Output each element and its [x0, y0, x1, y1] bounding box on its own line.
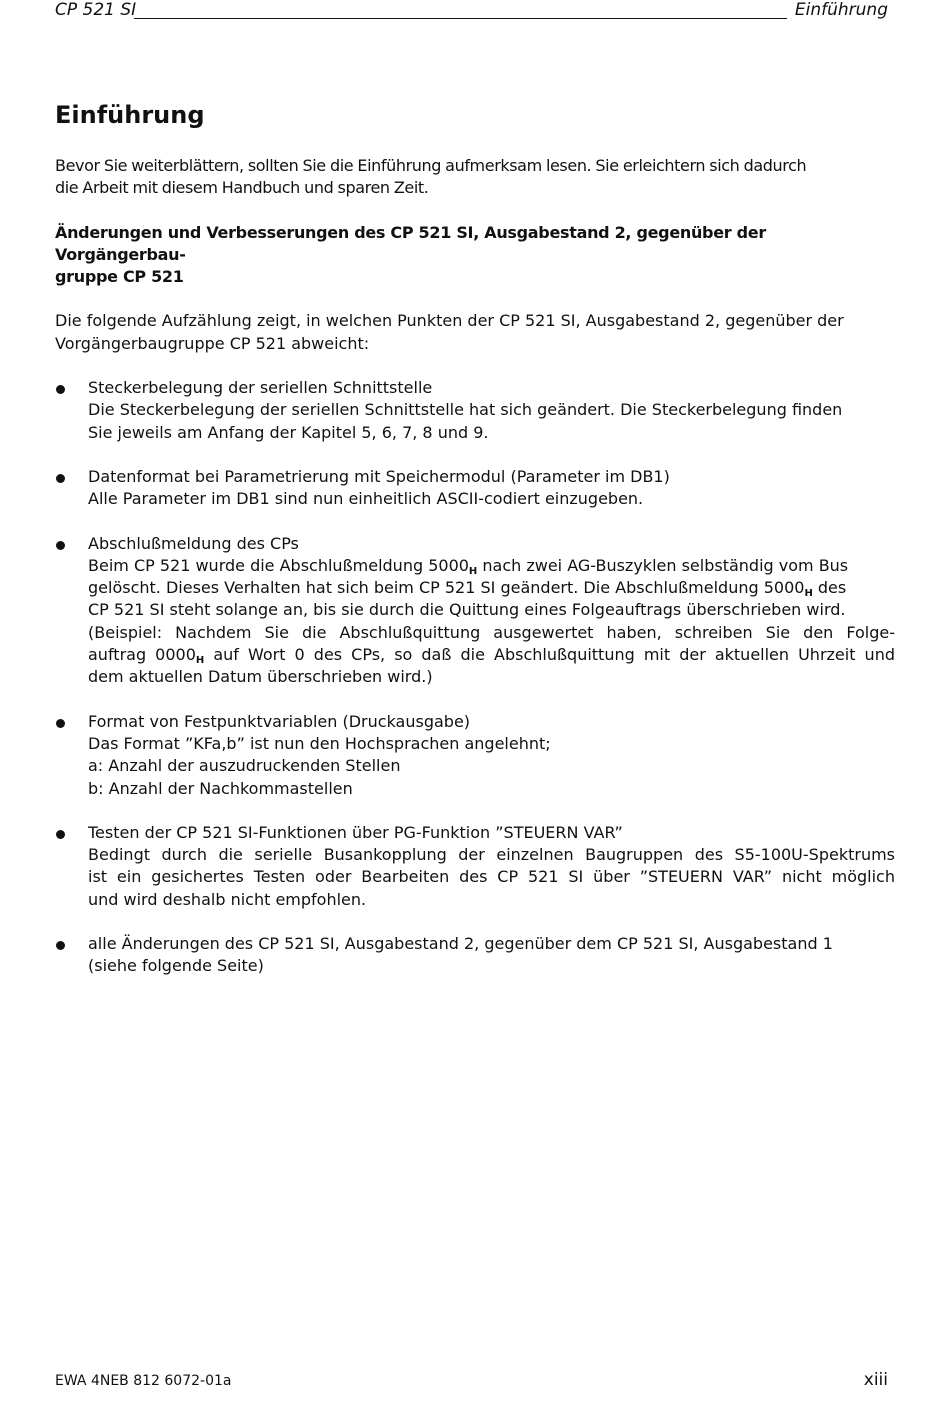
list-item-title: Steckerbelegung der seriellen Schnittstelle	[88, 378, 433, 398]
list-item	[55, 822, 895, 911]
text-run: des	[812, 578, 847, 598]
list-item	[55, 377, 895, 444]
subheading-line: gruppe CP 521	[55, 267, 184, 287]
list-item-text: b: Anzahl der Nachkommastellen	[88, 778, 353, 798]
list-item-title: alle Änderungen des CP 521 SI, Ausgabestand 2, gegenüber dem CP 521 SI, Ausgabestand 1	[88, 934, 833, 954]
text-run: auf Wort 0 des CPs, so daß die Abschlußquittung mit der aktuellen Uhrzeit und	[204, 645, 895, 665]
list-item-title: Abschlußmeldung des CPs	[88, 533, 299, 553]
page-header	[55, 0, 888, 22]
hex-subscript: H	[804, 588, 813, 600]
bullet-icon	[56, 830, 65, 839]
text-run: auftrag 0000	[88, 645, 196, 665]
bullet-icon	[56, 719, 65, 728]
intro-line: die Arbeit mit diesem Handbuch und sparen Zeit.	[55, 178, 429, 198]
list-item-text: Sie jeweils am Anfang der Kapitel 5, 6, 7, 8 und 9.	[88, 422, 489, 442]
list-item-title: Format von Festpunktvariablen (Druckausgabe)	[88, 711, 471, 731]
header-product-name: CP 521 SI	[55, 0, 137, 20]
list-item-text: Alle Parameter im DB1 sind nun einheitlich ASCII-codiert einzugeben.	[88, 489, 644, 509]
text-run: gelöscht. Dieses Verhalten hat sich beim CP 521 SI geändert. Die Abschlußmeldung 5000	[88, 578, 805, 598]
page-body	[55, 155, 895, 1000]
list-item-text	[88, 577, 895, 599]
list-item-text: dem aktuellen Datum überschrieben wird.)	[88, 667, 433, 687]
header-chapter-name: Einführung	[794, 0, 888, 20]
list-item-text: (siehe folgende Seite)	[88, 956, 264, 976]
list-item-text: und wird deshalb nicht empfohlen.	[88, 889, 367, 909]
lead-line: Die folgende Aufzählung zeigt, in welchen Punkten der CP 521 SI, Ausgabestand 2, gegenüber der	[55, 311, 844, 331]
hex-subscript: H	[468, 565, 478, 577]
footer-document-number: EWA 4NEB 812 6072-01a	[55, 1373, 232, 1389]
list-item-text	[88, 644, 895, 666]
intro-line: Bevor Sie weiterblättern, sollten Sie die Einführung aufmerksam lesen. Sie erleichtern sich dadurch	[55, 156, 807, 175]
text-run: nach zwei AG-Buszyklen selbständig vom Bus	[477, 555, 849, 575]
list-item-title: Testen der CP 521 SI-Funktionen über PG-Funktion ”STEUERN VAR”	[88, 822, 623, 842]
text-run: Beim CP 521 wurde die Abschlußmeldung 5000	[88, 555, 469, 575]
list-item	[55, 933, 895, 978]
bullet-icon	[56, 385, 65, 394]
bullet-icon	[56, 474, 65, 483]
bullet-icon	[56, 541, 65, 550]
intro-paragraph	[55, 155, 895, 200]
lead-paragraph	[55, 310, 895, 355]
list-item-title: Datenformat bei Parametrierung mit Speichermodul (Parameter im DB1)	[88, 466, 670, 486]
lead-line: Vorgängerbaugruppe CP 521 abweicht:	[55, 333, 370, 353]
list-item	[55, 711, 895, 800]
list-item-text: (Beispiel: Nachdem Sie die Abschlußquittung ausgewertet haben, schreiben Sie den Folge-	[88, 622, 895, 642]
section-subheading	[55, 222, 895, 289]
change-list	[55, 377, 895, 978]
page-title: Einführung	[55, 101, 205, 129]
hex-subscript: H	[195, 655, 205, 667]
list-item	[55, 466, 895, 511]
list-item-text: Das Format ”KFa,b” ist nun den Hochsprachen angelehnt;	[88, 733, 551, 753]
list-item	[55, 533, 895, 689]
list-item-text: ist ein gesichertes Testen oder Bearbeiten des CP 521 SI über ”STEUERN VAR” nicht möglich	[88, 867, 895, 887]
subheading-line: Änderungen und Verbesserungen des CP 521 SI, Ausgabestand 2, gegenüber der Vorgängerbau-	[55, 222, 766, 264]
list-item-text: Die Steckerbelegung der seriellen Schnittstelle hat sich geändert. Die Steckerbelegung finden	[88, 400, 843, 420]
footer-page-number: xiii	[863, 1370, 888, 1390]
list-item-text: CP 521 SI steht solange an, bis sie durch die Quittung eines Folgeauftrags überschrieben wird.	[88, 600, 846, 620]
list-item-text	[88, 555, 895, 577]
bullet-icon	[56, 941, 65, 950]
header-rule	[134, 18, 787, 19]
list-item-text: a: Anzahl der auszudruckenden Stellen	[88, 756, 401, 776]
list-item-text: Bedingt durch die serielle Busankopplung der einzelnen Baugruppen des S5-100U-Spektrums	[88, 845, 895, 865]
